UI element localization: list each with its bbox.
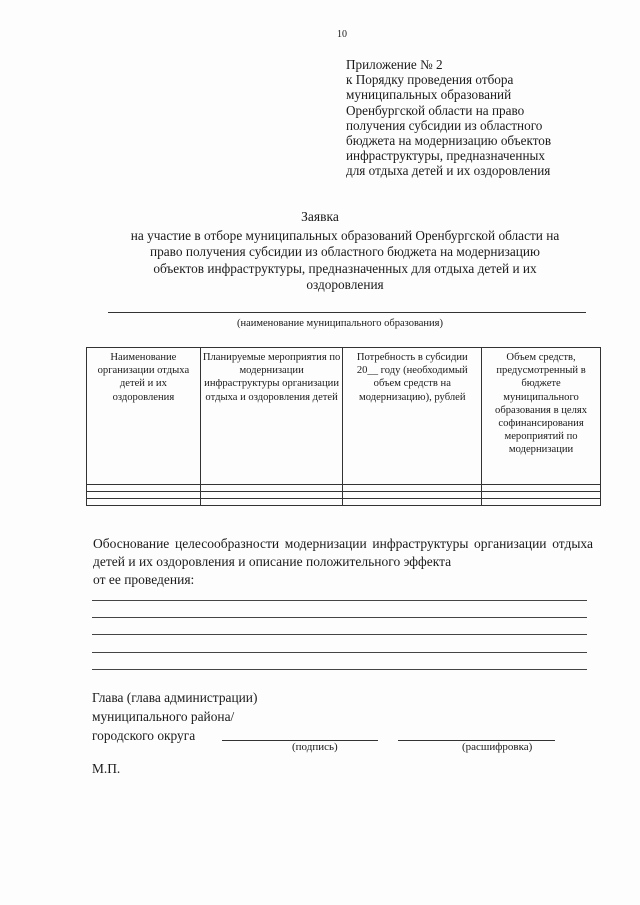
appendix-line: для отдыха детей и их оздоровления [346, 163, 551, 179]
signer-line: муниципального района/ [92, 709, 235, 724]
subtitle-line: оздоровления [306, 276, 384, 292]
signer-line: Глава (глава администрации) [92, 690, 258, 705]
signer-block [92, 688, 257, 745]
subtitle-line: на участие в отборе муниципальных образований Оренбургской области на [130, 228, 560, 243]
stamp-placeholder: М.П. [92, 761, 121, 776]
appendix-line: бюджета на модернизацию объектов [346, 133, 552, 149]
application-table [86, 347, 601, 506]
justification-main: Обоснование целесообразности модернизации инфраструктуры организации отдыха детей и их оздоровления и описание положительного эффекта [93, 536, 593, 569]
appendix-header [346, 57, 551, 179]
justification-fill-line[interactable] [92, 617, 587, 618]
table-cell[interactable] [343, 492, 482, 499]
municipality-name-caption: (наименование муниципального образования) [236, 318, 444, 329]
justification-fill-line[interactable] [92, 634, 587, 635]
document-subtitle [95, 228, 595, 293]
table-cell[interactable] [87, 485, 201, 492]
justification-fill-line[interactable] [92, 600, 587, 601]
table-cell[interactable] [482, 499, 601, 506]
table-row [87, 499, 601, 506]
table-cell[interactable] [87, 499, 201, 506]
table-cell[interactable] [343, 485, 482, 492]
column-header: Наименование организации отдыха детей и их оздоровления [87, 348, 201, 485]
decryption-caption: (расшифровка) [462, 741, 533, 753]
column-header: Планируемые мероприятия по модернизации инфраструктуры организации отдыха и оздоровления детей [200, 348, 343, 485]
signature-caption: (подпись) [292, 741, 338, 753]
signer-line: городского округа [92, 728, 196, 743]
justification-text [93, 535, 593, 589]
appendix-line: к Порядку проведения отбора [346, 72, 514, 88]
justification-fill-line[interactable] [92, 669, 587, 670]
appendix-line: Оренбургской области на право [346, 102, 525, 118]
page-number: 10 [337, 29, 347, 40]
table-header-row [87, 348, 601, 485]
appendix-line: инфраструктуры, предназначенных [346, 148, 545, 164]
appendix-line: Приложение № 2 [346, 57, 443, 72]
table-cell[interactable] [482, 485, 601, 492]
subtitle-line: право получения субсидии из областного бюджета на модернизацию [150, 244, 540, 260]
table-row [87, 485, 601, 492]
justification-fill-line[interactable] [92, 652, 587, 653]
justification-last: от ее проведения: [93, 572, 195, 587]
table-cell[interactable] [200, 492, 343, 499]
table-cell[interactable] [200, 499, 343, 506]
table-row [87, 492, 601, 499]
appendix-line: муниципальных образований [346, 87, 512, 103]
table-cell[interactable] [200, 485, 343, 492]
appendix-line: получения субсидии из областного [346, 117, 543, 133]
table-cell[interactable] [343, 499, 482, 506]
column-header: Объем средств, предусмотренный в бюджете муниципального образования в целях софинансирования мероприятий по модернизации [482, 348, 601, 485]
table-cell[interactable] [482, 492, 601, 499]
document-title: Заявка [301, 209, 339, 224]
column-header: Потребность в субсидии 20__ году (необходимый объем средств на модернизацию), рублей [343, 348, 482, 485]
subtitle-line: объектов инфраструктуры, предназначенных для отдыха детей и их [153, 260, 537, 276]
municipality-name-field[interactable] [108, 312, 586, 313]
table-cell[interactable] [87, 492, 201, 499]
